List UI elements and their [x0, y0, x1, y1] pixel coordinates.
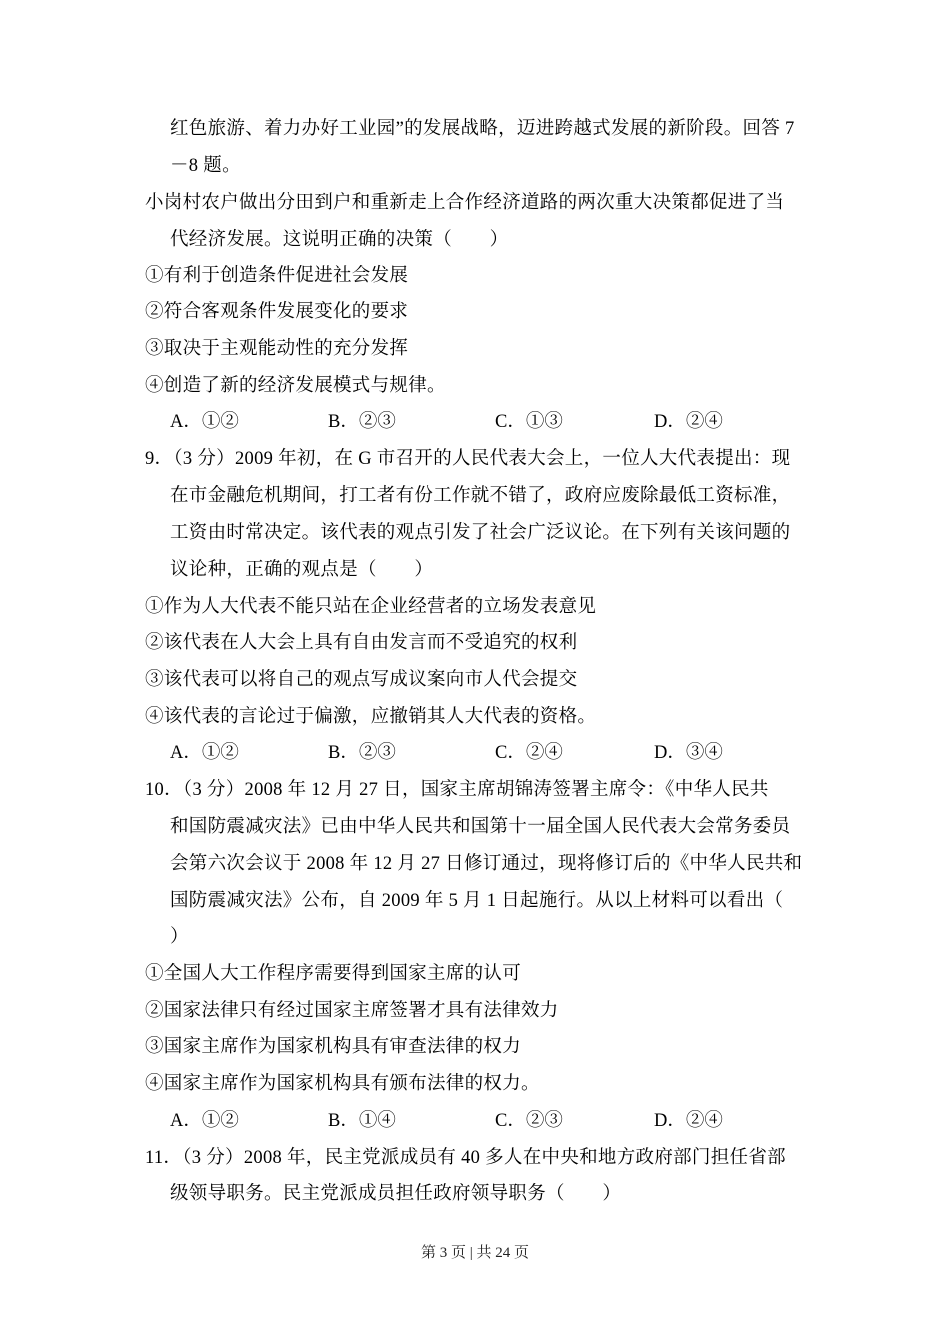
question-stem-line: 和国防震减灾法》已由中华人民共和国第十一届全国人民代表大会常务委员 [170, 817, 791, 837]
question-stem-line: 代经济发展。这说明正确的决策（ ） [170, 230, 509, 250]
question-stem-line: 9．（3 分）2009 年初，在 G 市召开的人民代表大会上，一位人大代表提出：现 [145, 449, 791, 469]
intro-line: －8 题。 [170, 156, 241, 176]
question-stem-line: ） [170, 927, 189, 947]
statement-item: ①全国人大工作程序需要得到国家主席的认可 [145, 964, 522, 984]
statement-item: ③该代表可以将自己的观点写成议案向市人代会提交 [145, 670, 578, 690]
statement-item: ③国家主席作为国家机构具有审查法律的权力 [145, 1037, 522, 1057]
answer-option-c: C．②③ [495, 1111, 563, 1131]
statement-item: ②符合客观条件发展变化的要求 [145, 302, 409, 322]
statement-item: ③取决于主观能动性的充分发挥 [145, 339, 409, 359]
statement-item: ①有利于创造条件促进社会发展 [145, 266, 409, 286]
answer-option-a: A．①② [170, 412, 239, 432]
intro-line: 红色旅游、着力办好工业园”的发展战略，迈进跨越式发展的新阶段。回答 7 [170, 119, 795, 139]
statement-item: ④国家主席作为国家机构具有颁布法律的权力。 [145, 1074, 540, 1094]
answer-option-a: A．①② [170, 743, 239, 763]
statement-item: ④该代表的言论过于偏激，应撤销其人大代表的资格。 [145, 707, 597, 727]
answer-option-d: D．②④ [654, 1111, 723, 1131]
statement-item: ②该代表在人大会上具有自由发言而不受追究的权利 [145, 633, 578, 653]
question-stem-line: 在市金融危机期间，打工者有份工作就不错了，政府应废除最低工资标准， [170, 486, 791, 506]
question-stem-line: 级领导职务。民主党派成员担任政府领导职务（ ） [170, 1184, 622, 1204]
question-stem-line: 小岗村农户做出分田到户和重新走上合作经济道路的两次重大决策都促进了当 [145, 193, 785, 213]
answer-option-b: B．①④ [328, 1111, 396, 1131]
question-stem-line: 11．（3 分）2008 年，民主党派成员有 40 多人在中央和地方政府部门担任省部 [145, 1148, 786, 1168]
answer-option-c: C．②④ [495, 743, 563, 763]
statement-item: ①作为人大代表不能只站在企业经营者的立场发表意见 [145, 597, 597, 617]
answer-option-d: D．③④ [654, 743, 723, 763]
question-stem-line: 会第六次会议于 2008 年 12 月 27 日修订通过，现将修订后的《中华人民共和 [170, 854, 803, 874]
question-stem-line: 议论种，正确的观点是（ ） [170, 560, 434, 580]
answer-option-a: A．①② [170, 1111, 239, 1131]
page-number-footer: 第 3 页 | 共 24 页 [420, 1245, 529, 1261]
question-stem-line: 10．（3 分）2008 年 12 月 27 日，国家主席胡锦涛签署主席令：《中华人民共 [145, 780, 769, 800]
answer-option-c: C．①③ [495, 412, 563, 432]
question-stem-line: 工资由时常决定。该代表的观点引发了社会广泛议论。在下列有关该问题的 [170, 523, 791, 543]
answer-option-b: B．②③ [328, 743, 396, 763]
question-stem-line: 国防震减灾法》公布，自 2009 年 5 月 1 日起施行。从以上材料可以看出（ [170, 891, 784, 911]
statement-item: ②国家法律只有经过国家主席签署才具有法律效力 [145, 1001, 559, 1021]
statement-item: ④创造了新的经济发展模式与规律。 [145, 376, 446, 396]
answer-option-b: B．②③ [328, 412, 396, 432]
answer-option-d: D．②④ [654, 412, 723, 432]
